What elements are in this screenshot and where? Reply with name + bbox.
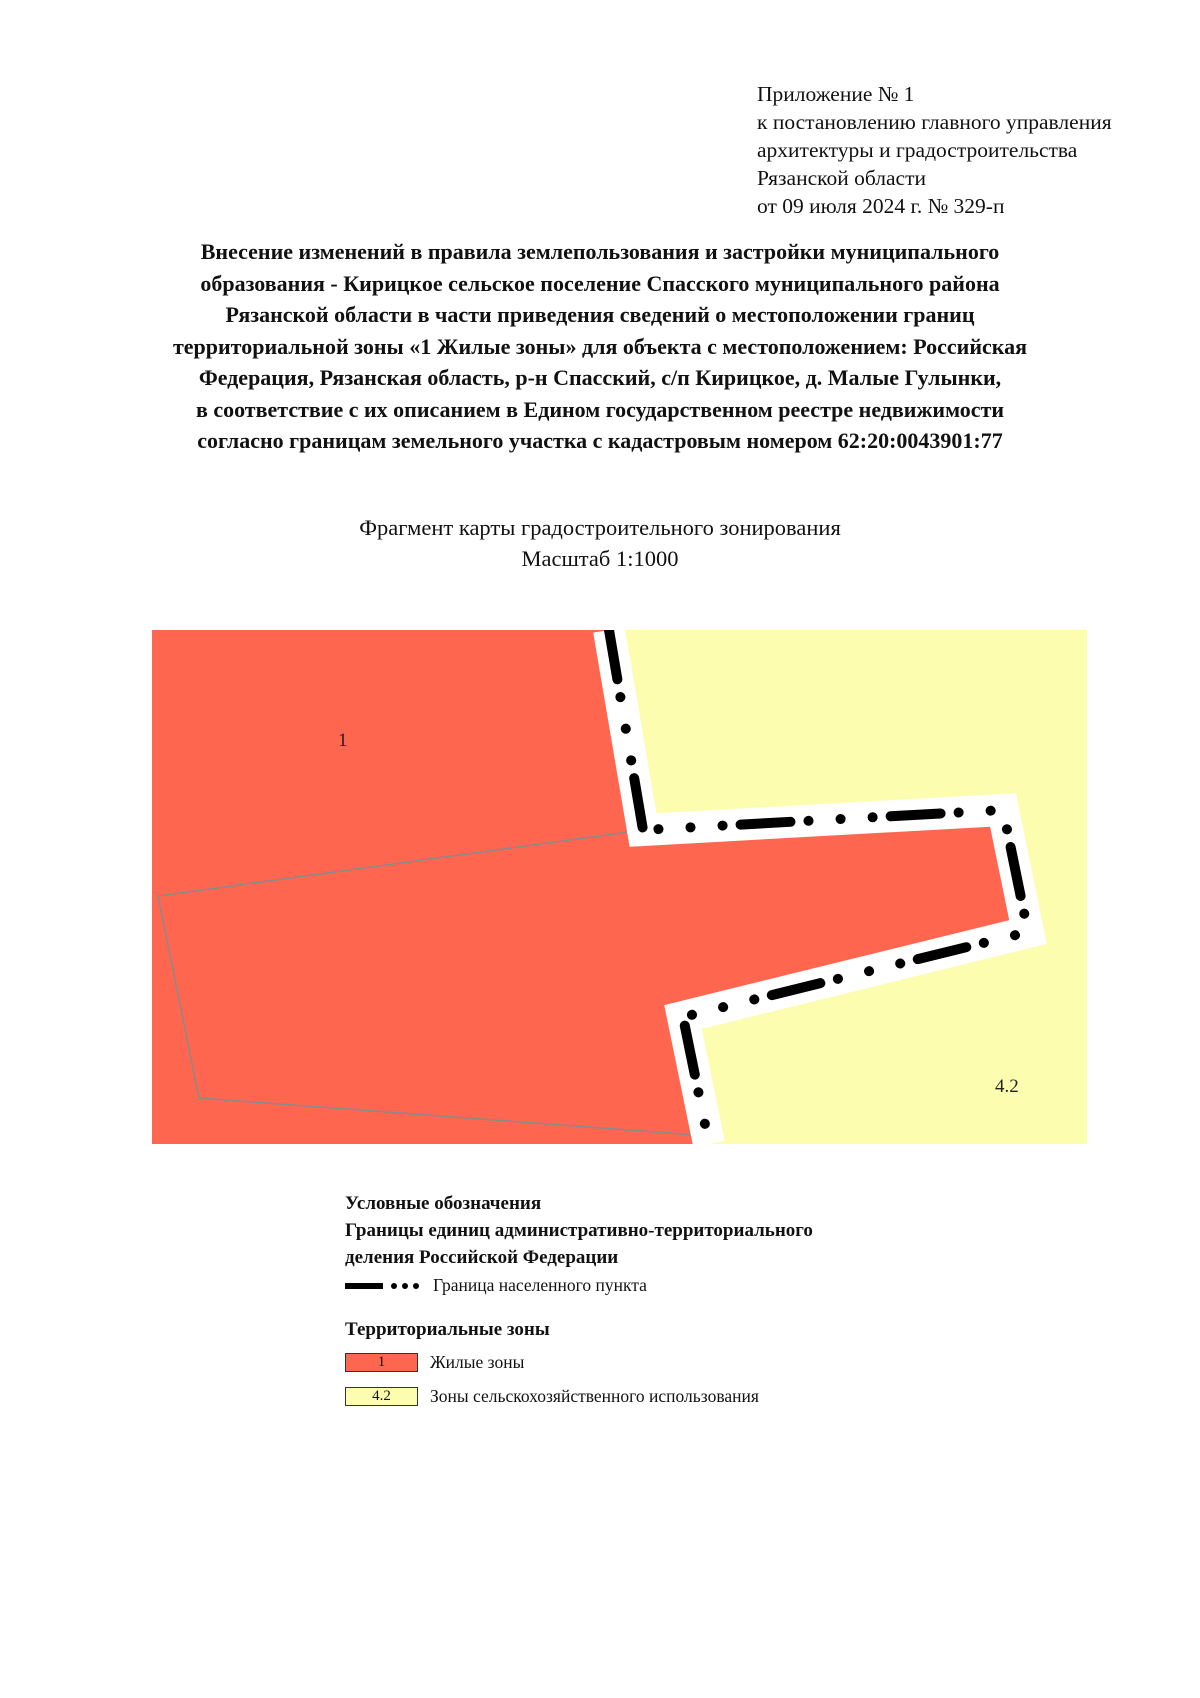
title-line: согласно границам земельного участка с кадастровым номером 62:20:0043901:77: [197, 428, 1003, 453]
legend-zones-heading: Территориальные зоны: [345, 1319, 550, 1340]
legend-zone-row: [345, 1352, 524, 1373]
title-line: территориальной зоны «1 Жилые зоны» для объекта с местоположением: Российская: [172, 333, 1028, 359]
zone-label-agricultural: 4.2: [995, 1076, 1019, 1097]
legend-boundary-label: Граница населенного пункта: [433, 1275, 647, 1295]
legend-heading: Условные обозначения: [345, 1193, 542, 1214]
boundary-line-symbol: [345, 1280, 419, 1292]
document-title: [40, 236, 1160, 457]
zoning-map-svg: [152, 630, 1087, 1144]
legend-boundary-row: [345, 1275, 647, 1296]
appendix-line: архитектуры и градостроительства: [757, 138, 1078, 162]
title-line: Рязанской области в части приведения сведений о местоположении границ: [225, 302, 975, 327]
title-line: Федерация, Рязанская область, р-н Спасский, с/п Кирицкое, д. Малые Гулынки,: [198, 365, 1002, 390]
appendix-line: Рязанской области: [757, 166, 926, 190]
zone-swatch-agricultural: [345, 1387, 418, 1406]
zone-swatch-residential: [345, 1353, 418, 1372]
zoning-map: [152, 630, 1087, 1144]
appendix-line: Приложение № 1: [757, 82, 915, 106]
zone-label: Зоны сельскохозяйственного использования: [430, 1386, 759, 1406]
legend-admin-heading-1: Границы единиц административно-территориального: [345, 1220, 813, 1241]
title-line: образования - Кирицкое сельское поселение Спасского муниципального района: [200, 270, 1000, 296]
zone-code: 4.2: [372, 1388, 391, 1404]
map-legend: [345, 1190, 813, 1406]
appendix-block: [757, 80, 1112, 220]
appendix-line: к постановлению главного управления: [757, 110, 1112, 134]
zone-label-residential: 1: [338, 730, 348, 751]
zone-code: 1: [377, 1354, 386, 1370]
zone-label: Жилые зоны: [430, 1352, 525, 1372]
legend-admin-heading-2: деления Российской Федерации: [345, 1247, 619, 1268]
title-line: Внесение изменений в правила землепользования и застройки муниципального: [200, 239, 1000, 264]
map-caption: [0, 512, 1200, 574]
map-scale: Масштаб 1:1000: [521, 546, 679, 571]
map-caption-title: Фрагмент карты градостроительного зонирования: [359, 515, 841, 540]
appendix-line: от 09 июля 2024 г. № 329-п: [757, 194, 1005, 218]
legend-zone-row: [345, 1386, 759, 1407]
title-line: в соответствие с их описанием в Едином государственном реестре недвижимости: [195, 396, 1005, 422]
